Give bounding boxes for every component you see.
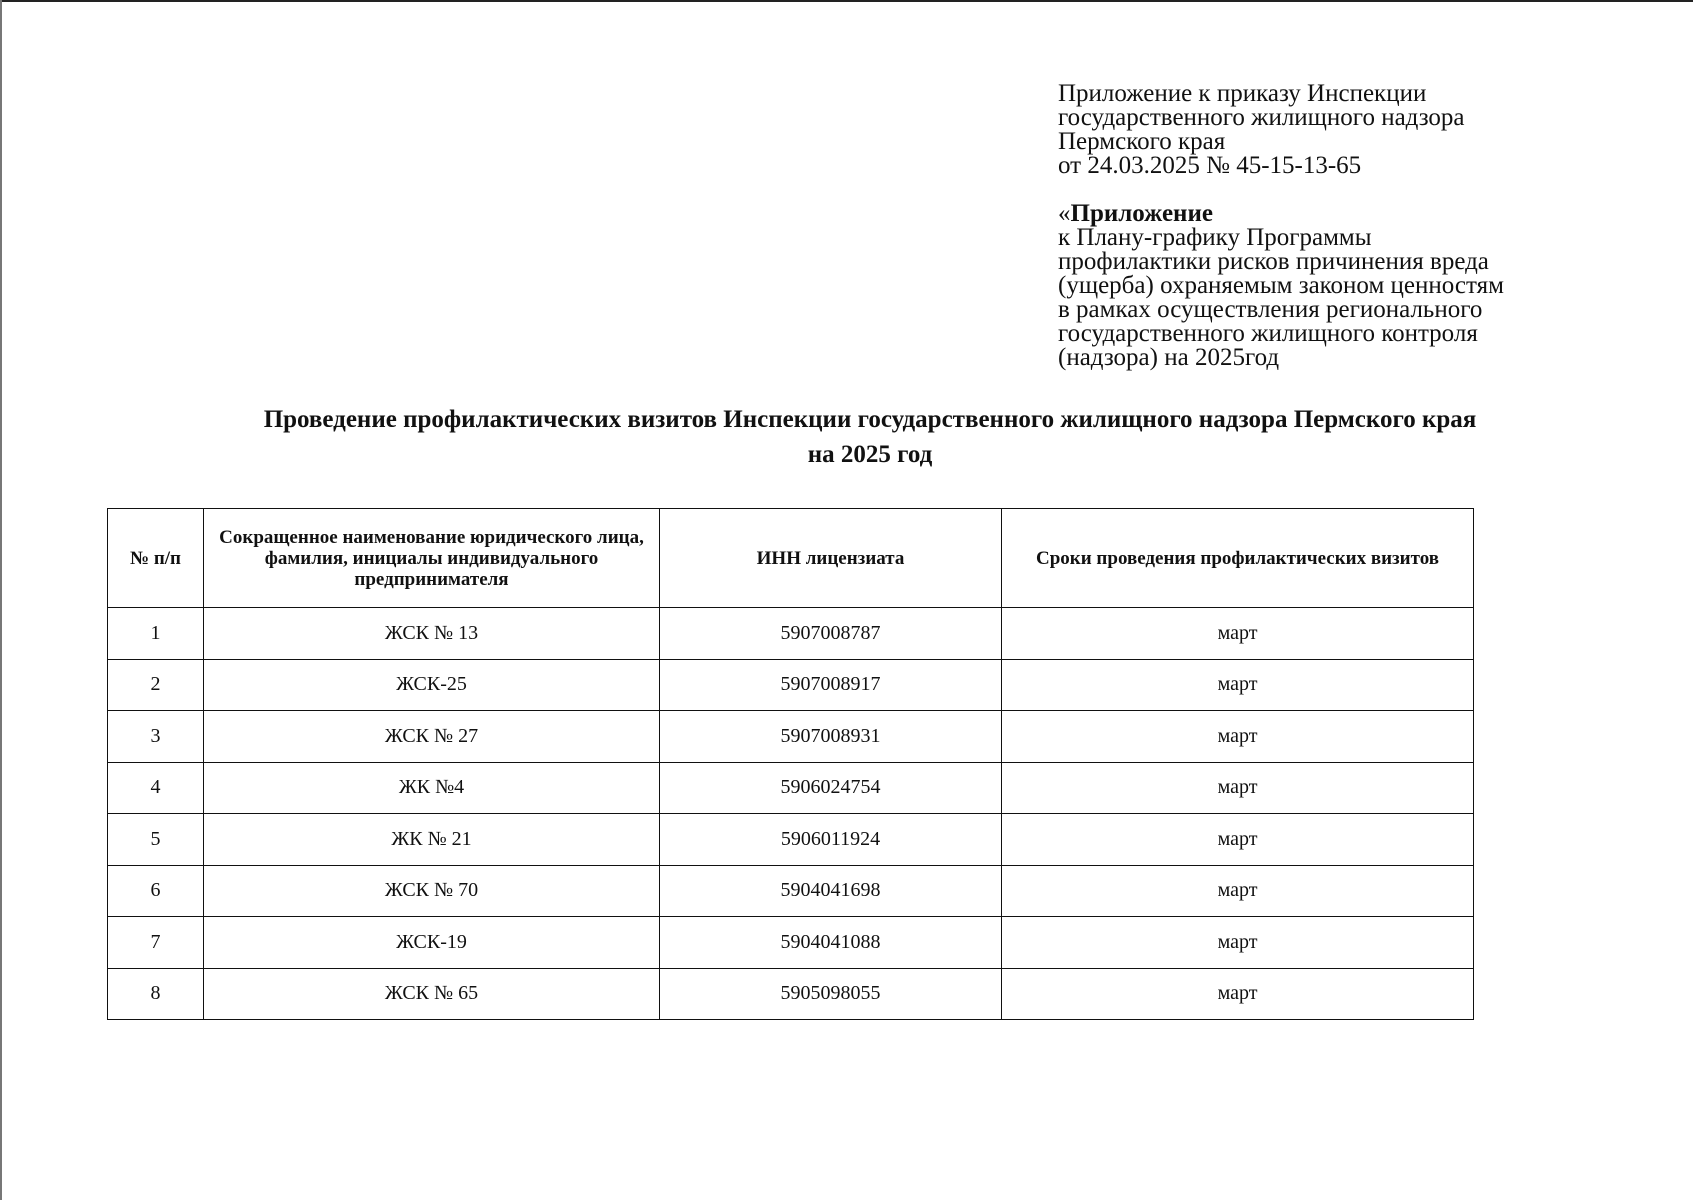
header-term: Сроки проведения профилактических визитов xyxy=(1002,509,1474,608)
scan-edge-top xyxy=(0,0,1693,2)
appendix-sub-line: (надзора) на 2025год xyxy=(1058,344,1280,371)
document-title-line: на 2025 год xyxy=(807,441,933,468)
cell-name: ЖСК № 65 xyxy=(204,968,660,1020)
cell-term: март xyxy=(1002,865,1474,917)
header-name: Сокращенное наименование юридического лица, фамилия, инициалы индивидуального предпринимателя xyxy=(204,509,660,608)
cell-name: ЖСК № 27 xyxy=(204,711,660,763)
appendix-sub-line: государственного жилищного контроля xyxy=(1058,320,1478,347)
appendix-sub-line: профилактики рисков причинения вреда xyxy=(1058,248,1489,275)
appendix-block xyxy=(1058,82,1618,370)
table-row xyxy=(108,711,1474,763)
table-row xyxy=(108,608,1474,660)
cell-inn: 5904041088 xyxy=(660,917,1002,969)
appendix-line: от 24.03.2025 № 45-15-13-65 xyxy=(1058,152,1362,179)
cell-inn: 5906024754 xyxy=(660,762,1002,814)
header-inn: ИНН лицензиата xyxy=(660,509,1002,608)
cell-name: ЖСК-19 xyxy=(204,917,660,969)
cell-term: март xyxy=(1002,814,1474,866)
table-header-row xyxy=(108,509,1474,608)
cell-name: ЖСК № 13 xyxy=(204,608,660,660)
cell-inn: 5907008931 xyxy=(660,711,1002,763)
cell-term: март xyxy=(1002,608,1474,660)
appendix-line: Пермского края xyxy=(1058,128,1226,155)
cell-name: ЖСК № 70 xyxy=(204,865,660,917)
cell-name: ЖСК-25 xyxy=(204,659,660,711)
table-row xyxy=(108,762,1474,814)
appendix-sub-line: в рамках осуществления регионального xyxy=(1058,296,1483,323)
cell-number: 5 xyxy=(108,814,204,866)
appendix-gap xyxy=(1058,178,1618,202)
cell-term: март xyxy=(1002,917,1474,969)
table-row xyxy=(108,865,1474,917)
appendix-line: Приложение к приказу Инспекции xyxy=(1058,80,1427,107)
appendix-sub-line: (ущерба) охраняемым законом ценностям xyxy=(1058,272,1504,299)
appendix-heading: Приложение xyxy=(1070,200,1213,227)
cell-inn: 5907008917 xyxy=(660,659,1002,711)
table-row xyxy=(108,659,1474,711)
cell-inn: 5907008787 xyxy=(660,608,1002,660)
table-row xyxy=(108,968,1474,1020)
cell-term: март xyxy=(1002,968,1474,1020)
cell-term: март xyxy=(1002,659,1474,711)
appendix-sub-line: к Плану-графику Программы xyxy=(1058,224,1372,251)
cell-inn: 5905098055 xyxy=(660,968,1002,1020)
scan-edge-left xyxy=(0,0,2,1200)
table-row xyxy=(108,814,1474,866)
cell-inn: 5904041698 xyxy=(660,865,1002,917)
cell-name: ЖК № 21 xyxy=(204,814,660,866)
quote-mark: « xyxy=(1058,200,1071,227)
header-number: № п/п xyxy=(108,509,204,608)
cell-name: ЖК №4 xyxy=(204,762,660,814)
cell-inn: 5906011924 xyxy=(660,814,1002,866)
cell-number: 4 xyxy=(108,762,204,814)
document-title-line: Проведение профилактических визитов Инспекции государственного жилищного надзора Пермского края xyxy=(263,406,1477,433)
appendix-heading-line xyxy=(1058,202,1618,226)
cell-number: 2 xyxy=(108,659,204,711)
visits-table xyxy=(107,508,1474,1020)
cell-number: 1 xyxy=(108,608,204,660)
cell-number: 8 xyxy=(108,968,204,1020)
cell-term: март xyxy=(1002,762,1474,814)
cell-term: март xyxy=(1002,711,1474,763)
table-row xyxy=(108,917,1474,969)
appendix-line: государственного жилищного надзора xyxy=(1058,104,1465,131)
cell-number: 7 xyxy=(108,917,204,969)
cell-number: 3 xyxy=(108,711,204,763)
document-title xyxy=(150,402,1590,472)
cell-number: 6 xyxy=(108,865,204,917)
